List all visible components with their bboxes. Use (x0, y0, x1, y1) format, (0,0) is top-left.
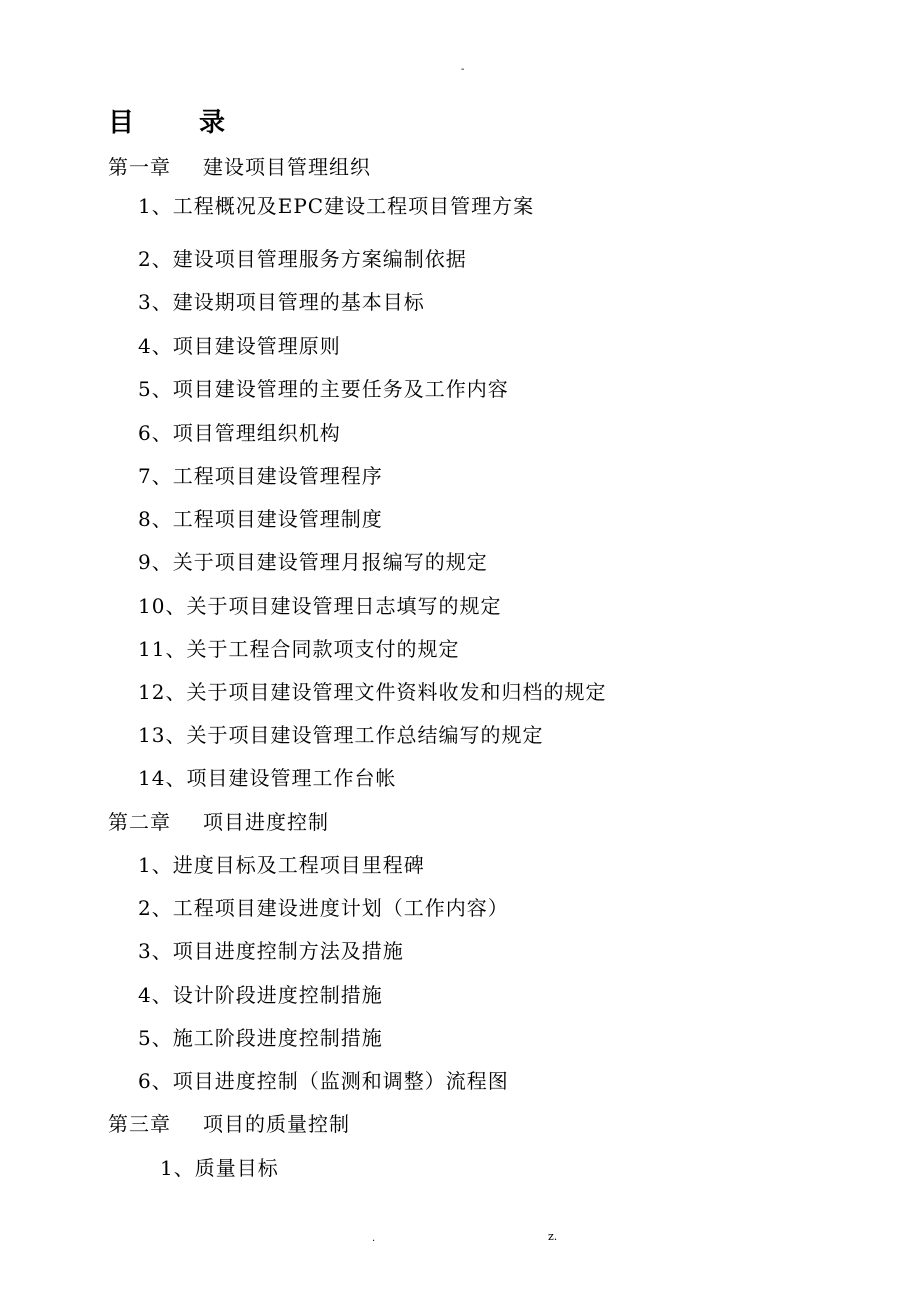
header-mark: - (461, 64, 465, 75)
toc-entry: 6、项目进度控制（监测和调整）流程图 (138, 1069, 509, 1093)
toc-entry: 2、建设项目管理服务方案编制依据 (138, 247, 467, 271)
chapter-3-title: 项目的质量控制 (203, 1112, 350, 1136)
chapter-1-label: 第一章 (108, 155, 171, 179)
footer-mark-left: . (372, 1233, 376, 1244)
toc-title: 目 录 (108, 108, 254, 138)
toc-entry: 6、项目管理组织机构 (138, 421, 341, 445)
toc-entry: 8、工程项目建设管理制度 (138, 507, 383, 531)
chapter-2-title: 项目进度控制 (203, 810, 329, 834)
toc-entry: 3、项目进度控制方法及措施 (138, 939, 404, 963)
toc-entry: 7、工程项目建设管理程序 (138, 464, 383, 488)
toc-entry: 12、关于项目建设管理文件资料收发和归档的规定 (138, 680, 607, 704)
chapter-3-label: 第三章 (108, 1112, 171, 1136)
toc-entry: 5、施工阶段进度控制措施 (138, 1026, 383, 1050)
footer-mark-right: z. (548, 1230, 558, 1243)
toc-entry: 13、关于项目建设管理工作总结编写的规定 (138, 723, 544, 747)
chapter-1-title: 建设项目管理组织 (203, 155, 371, 179)
toc-entry: 10、关于项目建设管理日志填写的规定 (138, 594, 502, 618)
chapter-3-heading (108, 1111, 350, 1137)
chapter-1-heading (108, 154, 371, 180)
toc-entry: 1、质量目标 (160, 1156, 279, 1180)
toc-entry: 4、设计阶段进度控制措施 (138, 983, 383, 1007)
chapter-2-label: 第二章 (108, 810, 171, 834)
toc-entry: 4、项目建设管理原则 (138, 334, 341, 358)
toc-entry: 2、工程项目建设进度计划（工作内容） (138, 896, 509, 920)
toc-entry: 11、关于工程合同款项支付的规定 (138, 637, 460, 661)
toc-entry: 9、关于项目建设管理月报编写的规定 (138, 550, 488, 574)
toc-entry: 1、工程概况及EPC建设工程项目管理方案 (138, 194, 535, 218)
chapter-2-heading (108, 809, 329, 835)
toc-entry: 3、建设期项目管理的基本目标 (138, 290, 425, 314)
toc-entry: 1、进度目标及工程项目里程碑 (138, 853, 425, 877)
toc-entry: 14、项目建设管理工作台帐 (138, 766, 397, 790)
toc-entry: 5、项目建设管理的主要任务及工作内容 (138, 377, 509, 401)
